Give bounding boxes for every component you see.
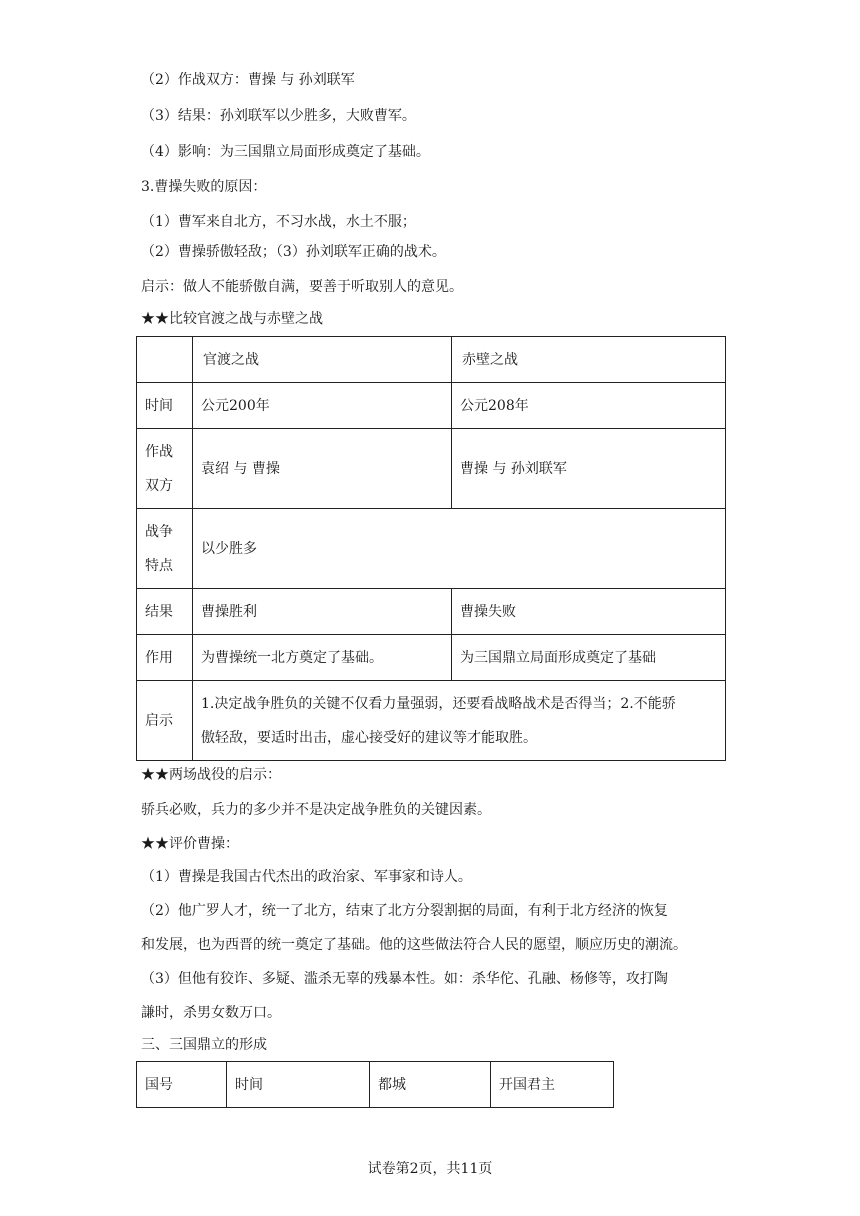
text-line: （3）但他有狡诈、多疑、滥杀无辜的残暴本性。如：杀华佗、孔融、杨修等，攻打陶 (141, 971, 668, 987)
table-cell: 公元200年 (193, 383, 452, 429)
table-cell: 以少胜多 (193, 509, 726, 589)
table-cell: 为三国鼎立局面形成奠定了基础 (452, 635, 726, 681)
table-cell (193, 681, 726, 761)
table-row (137, 1062, 614, 1108)
row-label: 结果 (137, 589, 193, 635)
section-heading: ★★比较官渡之战与赤壁之战 (141, 311, 323, 327)
table-row (137, 509, 726, 589)
table-row (137, 681, 726, 761)
table-cell: 曹操 与 孙刘联军 (452, 429, 726, 509)
section-heading: ★★评价曹操： (141, 836, 239, 852)
table-row (137, 429, 726, 509)
text-line: （4）影响：为三国鼎立局面形成奠定了基础。 (141, 144, 430, 160)
row-label: 作用 (137, 635, 193, 681)
cell-line: 1.决定战争胜负的关键不仅看力量强弱，还要看战略战术是否得当；2.不能骄 (201, 695, 676, 712)
three-kingdoms-table (136, 1061, 614, 1108)
text-line: （1）曹军来自北方，不习水战，水土不服； (141, 214, 416, 230)
text-line: （2）作战双方：曹操 与 孙刘联军 (141, 72, 355, 88)
text-line: 謙时，杀男女数万口。 (141, 1005, 281, 1021)
section-heading: 三、三国鼎立的形成 (141, 1037, 267, 1053)
table-cell: 曹操失败 (452, 589, 726, 635)
table-row (137, 337, 726, 383)
column-header-guandu: 官渡之战 (193, 337, 452, 383)
table-row (137, 589, 726, 635)
section-heading: ★★两场战役的启示： (141, 767, 281, 783)
row-label-line: 特点 (145, 557, 173, 574)
text-line: （3）结果：孙刘联军以少胜多，大败曹军。 (141, 108, 416, 124)
column-header: 时间 (227, 1062, 370, 1108)
cell-line: 傲轻敌，要适时出击，虚心接受好的建议等才能取胜。 (201, 729, 537, 746)
text-line: 和发展，也为西晋的统一奠定了基础。他的这些做法符合人民的愿望，顺应历史的潮流。 (141, 937, 687, 953)
page-footer: 试卷第2页，共11页 (367, 1161, 493, 1177)
row-label-line: 战争 (145, 523, 173, 540)
table-row (137, 383, 726, 429)
text-line: （2）曹操骄傲轻敌；（3）孙刘联军正确的战术。 (141, 244, 446, 260)
text-line: （2）他广罗人才，统一了北方，结束了北方分裂割据的局面，有利于北方经济的恢复 (141, 903, 668, 919)
row-label-line: 双方 (145, 477, 173, 494)
text-line: （1）曹操是我国古代杰出的政治家、军事家和诗人。 (141, 869, 472, 885)
column-header: 国号 (137, 1062, 227, 1108)
row-label: 时间 (137, 383, 193, 429)
column-header-chibi: 赤壁之战 (452, 337, 726, 383)
table-row (137, 635, 726, 681)
row-label: 启示 (137, 681, 193, 761)
section-heading: 3.曹操失败的原因： (141, 179, 267, 195)
column-header: 开国君主 (491, 1062, 614, 1108)
table-cell: 公元208年 (452, 383, 726, 429)
row-label (137, 509, 193, 589)
text-line: 启示：做人不能骄傲自满，要善于听取别人的意见。 (141, 279, 463, 295)
table-cell: 曹操胜利 (193, 589, 452, 635)
comparison-table (136, 336, 726, 761)
row-label-line: 作战 (145, 443, 173, 460)
table-cell: 为曹操统一北方奠定了基础。 (193, 635, 452, 681)
column-header: 都城 (370, 1062, 491, 1108)
table-cell: 袁绍 与 曹操 (193, 429, 452, 509)
row-label (137, 429, 193, 509)
table-cell (137, 337, 193, 383)
text-line: 骄兵必败，兵力的多少并不是决定战争胜负的关键因素。 (141, 802, 491, 818)
